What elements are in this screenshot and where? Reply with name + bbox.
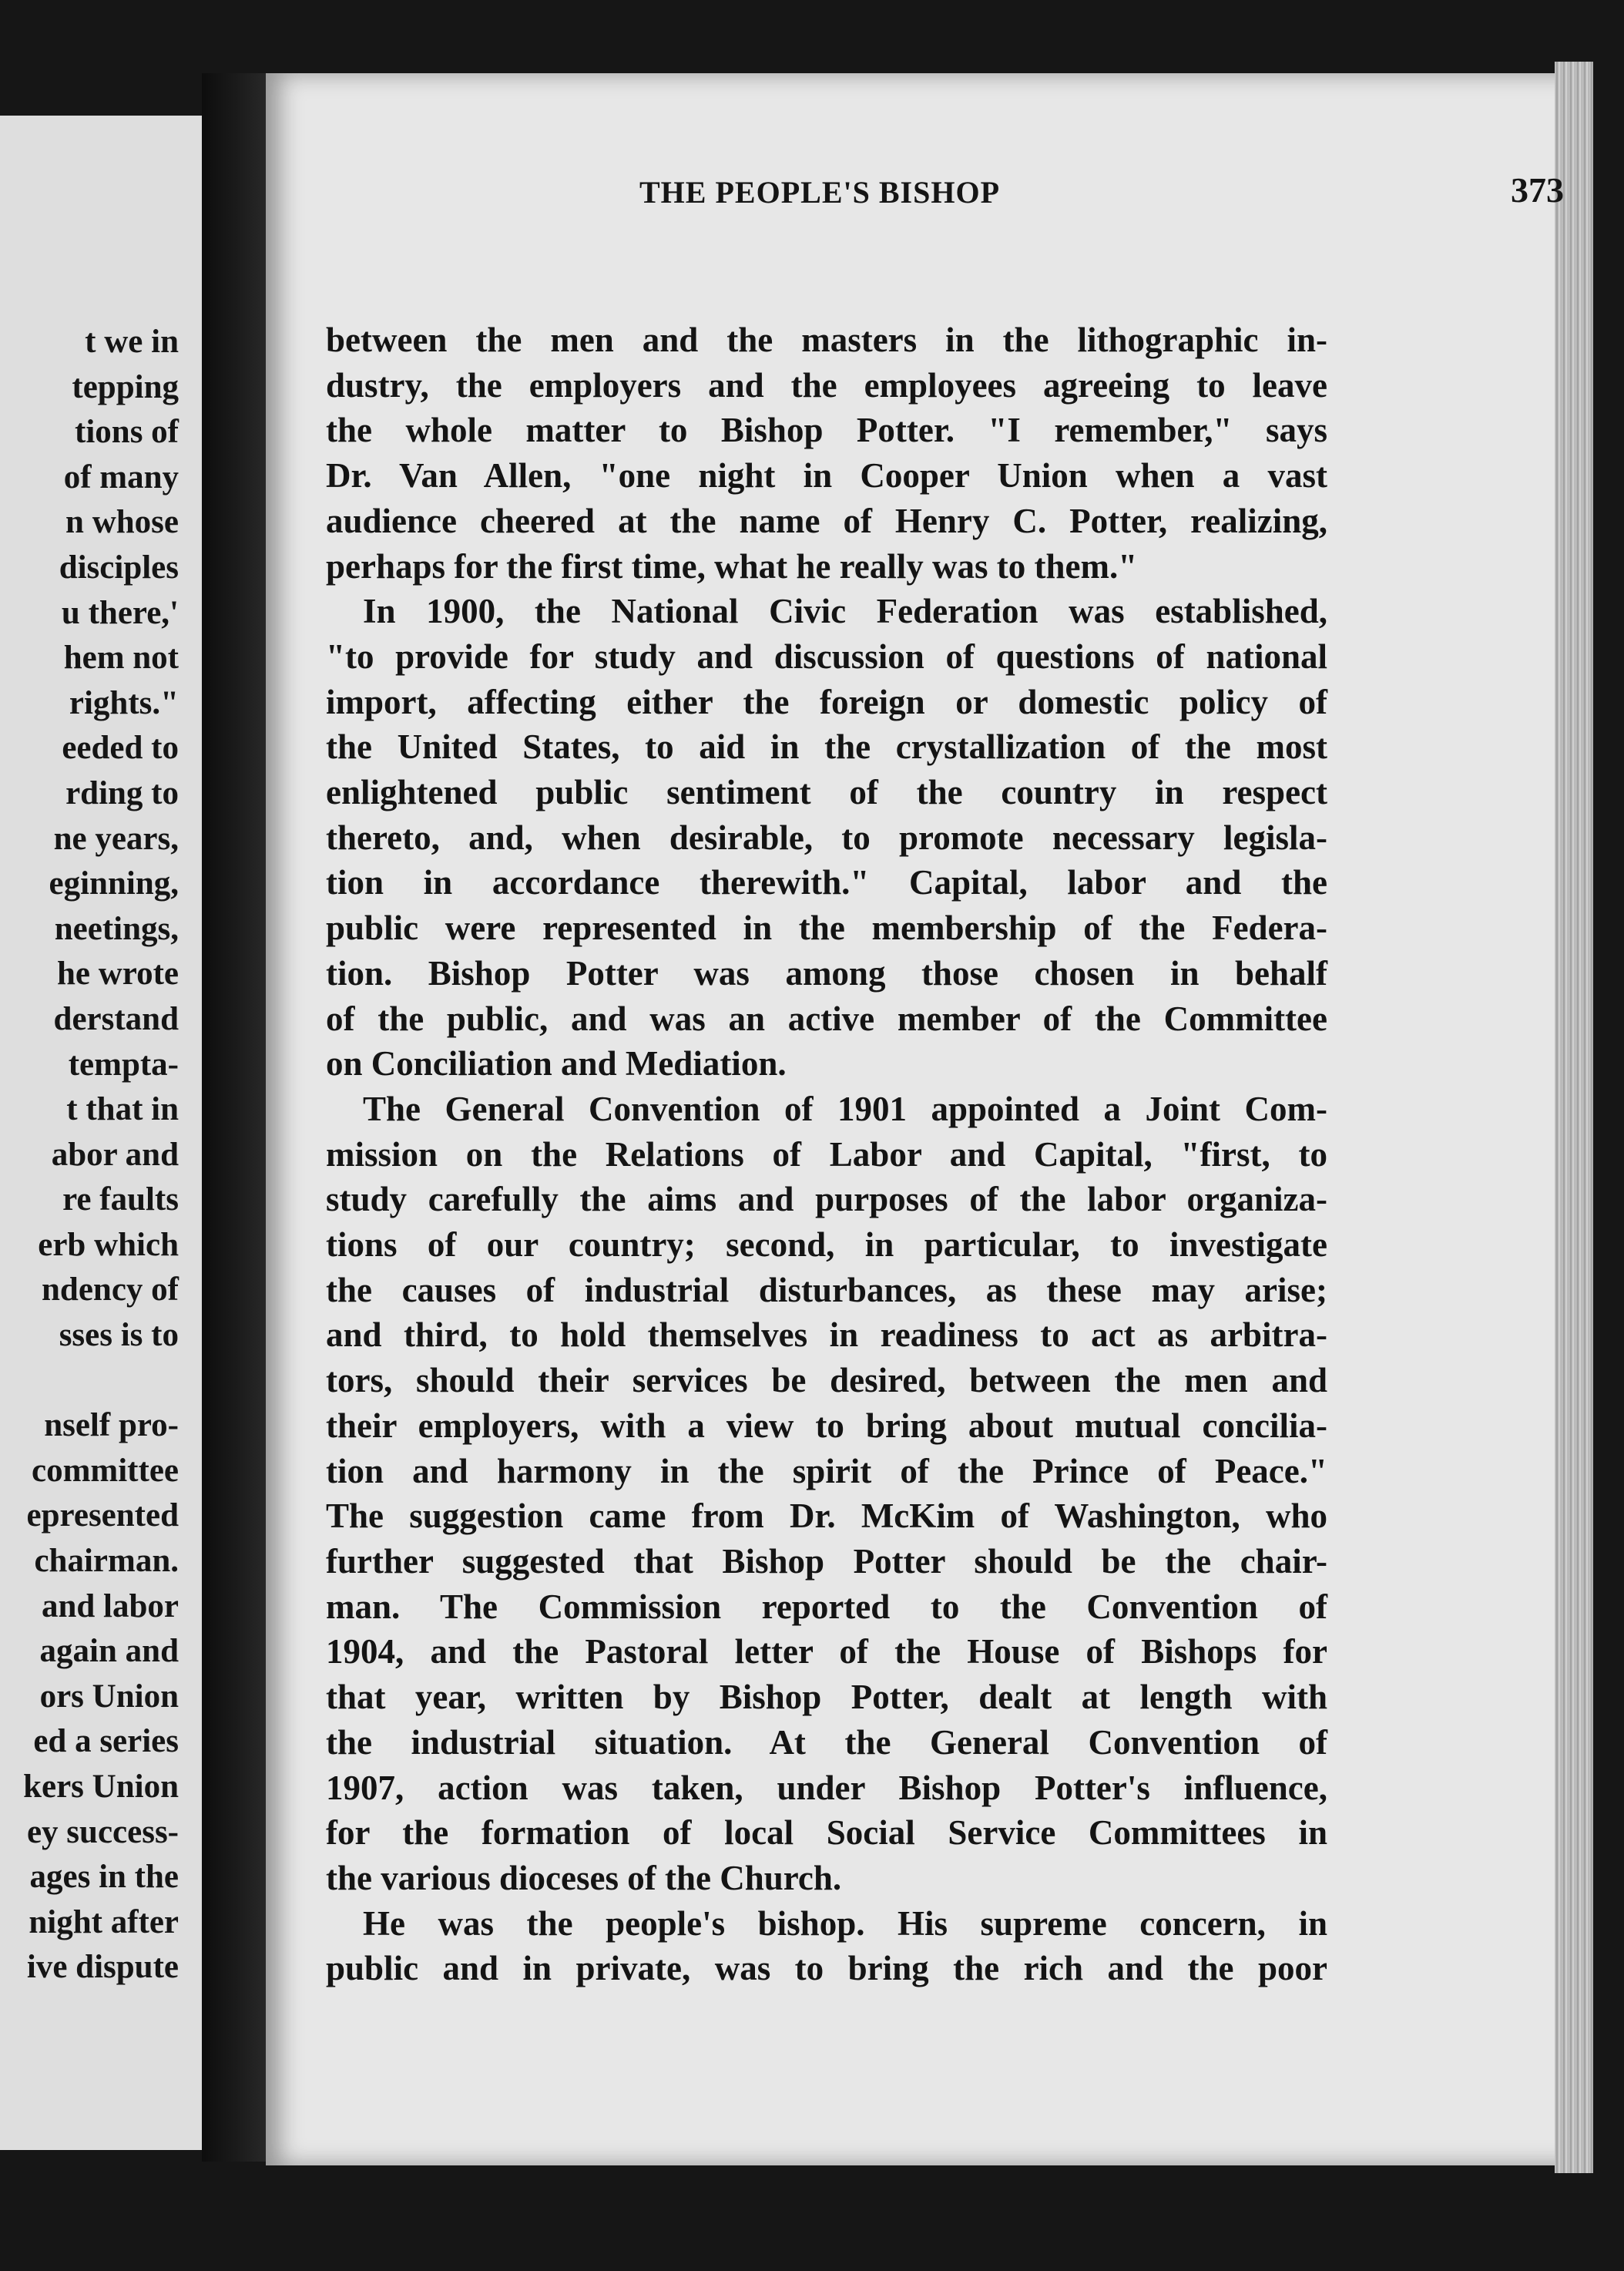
left-page-text xyxy=(0,320,179,1990)
body-text xyxy=(326,317,1327,1991)
left-page-line: kers Union xyxy=(23,1769,179,1805)
page-edge xyxy=(1555,62,1593,2173)
body-line: further suggested that Bishop Potter should be the chair- xyxy=(326,1541,1327,1581)
left-page-line: ey success- xyxy=(26,1813,179,1850)
left-page-line: erb which xyxy=(38,1226,179,1263)
left-page-line: committee xyxy=(32,1452,179,1489)
left-page-line: u there,' xyxy=(61,594,179,631)
left-page-line: and labor xyxy=(41,1587,179,1624)
left-page-line: ors Union xyxy=(39,1678,179,1715)
body-line: import, affecting either the foreign or domestic policy of xyxy=(326,682,1327,721)
left-page-line: rding to xyxy=(65,774,179,811)
left-page-line: again and xyxy=(39,1633,179,1670)
page-number: 373 xyxy=(1511,170,1564,210)
left-page-line: ed a series xyxy=(33,1723,179,1760)
body-line: The General Convention of 1901 appointed a Joint Com- xyxy=(363,1089,1327,1128)
left-page-line: ages in the xyxy=(29,1859,179,1896)
left-page-line: nself pro- xyxy=(44,1407,179,1444)
book-gutter xyxy=(202,73,275,2162)
left-page-fragment xyxy=(0,116,202,2150)
body-line: The suggestion came from Dr. McKim of Washington, who xyxy=(326,1497,1327,1536)
body-line: tors, should their services be desired, between the men and xyxy=(326,1361,1327,1400)
body-line: tion in accordance therewith." Capital, labor and the xyxy=(326,863,1327,902)
body-line: 1907, action was taken, under Bishop Potter's influence, xyxy=(326,1768,1327,1807)
running-head xyxy=(324,162,1564,231)
body-line: "to provide for study and discussion of questions of national xyxy=(326,637,1327,676)
body-line: of the public, and was an active member of the Committee xyxy=(326,999,1327,1038)
body-line: public were represented in the membership of the Federa- xyxy=(326,909,1327,948)
left-page-line: abor and xyxy=(51,1136,179,1173)
body-line: that year, written by Bishop Potter, dealt at length with xyxy=(326,1678,1327,1717)
left-page-line: t that in xyxy=(66,1091,179,1128)
running-title: THE PEOPLE'S BISHOP xyxy=(639,175,1001,210)
left-page-line: hem not xyxy=(63,640,179,677)
body-line: tion. Bishop Potter was among those chosen in behalf xyxy=(326,953,1327,993)
left-page-line: night after xyxy=(29,1903,179,1940)
left-page-line: ive dispute xyxy=(26,1949,179,1986)
left-page-line: tions of xyxy=(75,414,179,451)
body-line: Dr. Van Allen, "one night in Cooper Union when a vast xyxy=(326,456,1327,496)
left-page-line: tempta- xyxy=(68,1046,179,1083)
left-page-line: eginning, xyxy=(49,865,179,902)
left-page-line: chairman. xyxy=(34,1543,179,1580)
left-page-line: of many xyxy=(63,459,179,496)
body-line: In 1900, the National Civic Federation was established, xyxy=(363,592,1327,631)
body-line: tion and harmony in the spirit of the Prince of Peace." xyxy=(326,1451,1327,1490)
left-page-line: he wrote xyxy=(56,956,179,993)
left-page-line: disciples xyxy=(59,549,179,586)
left-page-line: rights." xyxy=(69,684,179,721)
body-line: the whole matter to Bishop Potter. "I remember," says xyxy=(326,411,1327,450)
left-page-line: sses is to xyxy=(59,1317,179,1354)
body-line: tions of our country; second, in particular, to investigate xyxy=(326,1225,1327,1265)
body-line: between the men and the masters in the lithographic in- xyxy=(326,321,1327,359)
left-page-line: neetings, xyxy=(54,910,179,947)
body-line: 1904, and the Pastoral letter of the House of Bishops for xyxy=(326,1632,1327,1671)
body-line: enlightened public sentiment of the country in respect xyxy=(326,773,1327,812)
body-line: mission on the Relations of Labor and Capital, "first, to xyxy=(326,1134,1327,1174)
body-line: thereto, and, when desirable, to promote necessary legisla- xyxy=(326,818,1327,857)
body-line: perhaps for the first time, what he really was to them." xyxy=(326,546,1138,586)
left-page-line: tepping xyxy=(72,368,179,405)
body-line: the United States, to aid in the crystallization of the most xyxy=(326,727,1327,767)
left-page-line: eeded to xyxy=(62,730,179,767)
body-line: the industrial situation. At the General Convention of xyxy=(326,1722,1327,1762)
body-line: the various dioceses of the Church. xyxy=(326,1858,842,1897)
body-line: and third, to hold themselves in readiness to act as arbitra- xyxy=(326,1315,1327,1355)
left-page-line: re faults xyxy=(62,1181,179,1218)
left-page-line: epresented xyxy=(26,1497,179,1534)
body-line: study carefully the aims and purposes of the labor organiza- xyxy=(326,1180,1327,1219)
body-line: on Conciliation and Mediation. xyxy=(326,1044,787,1083)
body-line: dustry, the employers and the employees agreeing to leave xyxy=(326,365,1327,405)
body-line: audience cheered at the name of Henry C. Potter, realizing, xyxy=(326,501,1327,540)
left-page-line: t we in xyxy=(85,324,179,360)
body-line: the causes of industrial disturbances, as these may arise; xyxy=(326,1270,1327,1309)
body-line: public and in private, was to bring the rich and the poor xyxy=(326,1949,1327,1988)
body-line: He was the people's bishop. His supreme concern, in xyxy=(363,1903,1327,1943)
left-page-line: n whose xyxy=(65,504,179,541)
left-page-line: ndency of xyxy=(42,1272,179,1309)
left-page-line: ne years, xyxy=(53,820,179,857)
body-line: man. The Commission reported to the Convention of xyxy=(326,1587,1327,1626)
body-line: their employers, with a view to bring about mutual concilia- xyxy=(326,1406,1327,1445)
left-page-line: derstand xyxy=(53,1000,179,1037)
left-page-blank-line xyxy=(0,1359,179,1404)
body-line: for the formation of local Social Service Committees in xyxy=(326,1813,1327,1853)
